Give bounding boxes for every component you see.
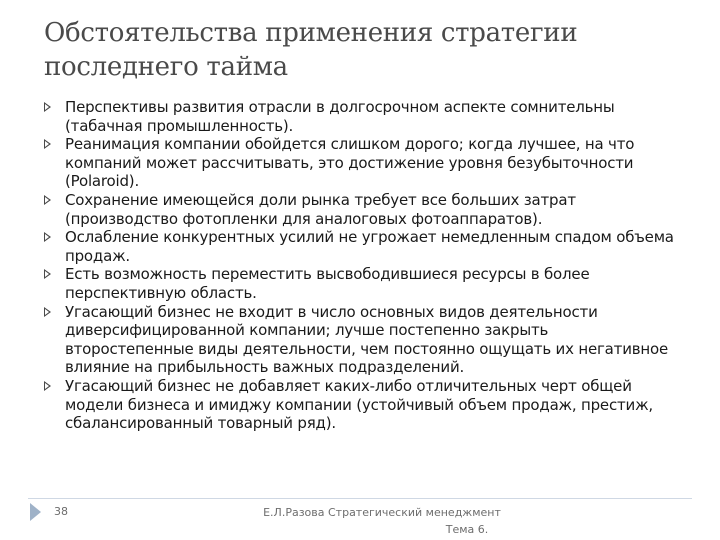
bullet-text: Сохранение имеющейся доли рынка требует все больших затрат (производство фотопленки для аналоговых фотоаппаратов). xyxy=(65,190,576,228)
bullet-text: Ослабление конкурентных усилий не угрожает немедленным спадом объема продаж. xyxy=(65,228,674,265)
bullet-item xyxy=(40,303,680,377)
bullet-text: Угасающий бизнес не входит в число основных видов деятельности диверсифицированной компании; лучше постепенно закрыть второстепенные виды деятельности, чем постоянно ощущать их негативное влияние на прибыльность важных подразделений. xyxy=(65,302,668,377)
bullet-text: Реанимация компании обойдется слишком дорого; когда лучшее, на что компаний может рассчитывать, это достижение уровня безубыточности (Polaroid). xyxy=(65,135,635,191)
bullet-text: Угасающий бизнес не добавляет каких-либо отличительных черт общей модели бизнеса и имиджу компании (устойчивый объем продаж, престиж, сбалансированный товарный ряд). xyxy=(65,376,653,433)
footer-author-course: Е.Л.Разова Стратегический менеджмент xyxy=(263,506,501,519)
bullet-item xyxy=(40,377,680,433)
page-number-marker-icon xyxy=(30,503,41,521)
footer-topic: Тема 6. xyxy=(445,523,489,536)
arrow-bullet-icon xyxy=(44,139,51,149)
bullet-item xyxy=(40,98,680,135)
slide-title xyxy=(44,16,684,84)
arrow-bullet-icon xyxy=(44,307,51,317)
page-number: 38 xyxy=(54,505,68,518)
slide-title-line-2: последнего тайма xyxy=(44,52,288,82)
bullet-item xyxy=(40,265,680,302)
arrow-bullet-icon xyxy=(44,195,51,205)
arrow-bullet-icon xyxy=(44,102,51,112)
arrow-bullet-icon xyxy=(44,381,51,391)
bullet-item xyxy=(40,135,680,191)
bullet-text: Перспективы развития отрасли в долгосрочном аспекте сомнительны (табачная промышленность). xyxy=(65,98,615,135)
bullet-item xyxy=(40,191,680,228)
slide-title-line-1: Обстоятельства применения стратегии xyxy=(44,18,578,48)
arrow-bullet-icon xyxy=(44,232,51,242)
footer-divider xyxy=(28,498,692,499)
bullet-text: Есть возможность переместить высвободившиеся ресурсы в более перспективную область. xyxy=(65,265,590,302)
footer-caption xyxy=(232,504,532,538)
bullet-list xyxy=(40,98,680,433)
arrow-bullet-icon xyxy=(44,269,51,279)
bullet-item xyxy=(40,228,680,265)
